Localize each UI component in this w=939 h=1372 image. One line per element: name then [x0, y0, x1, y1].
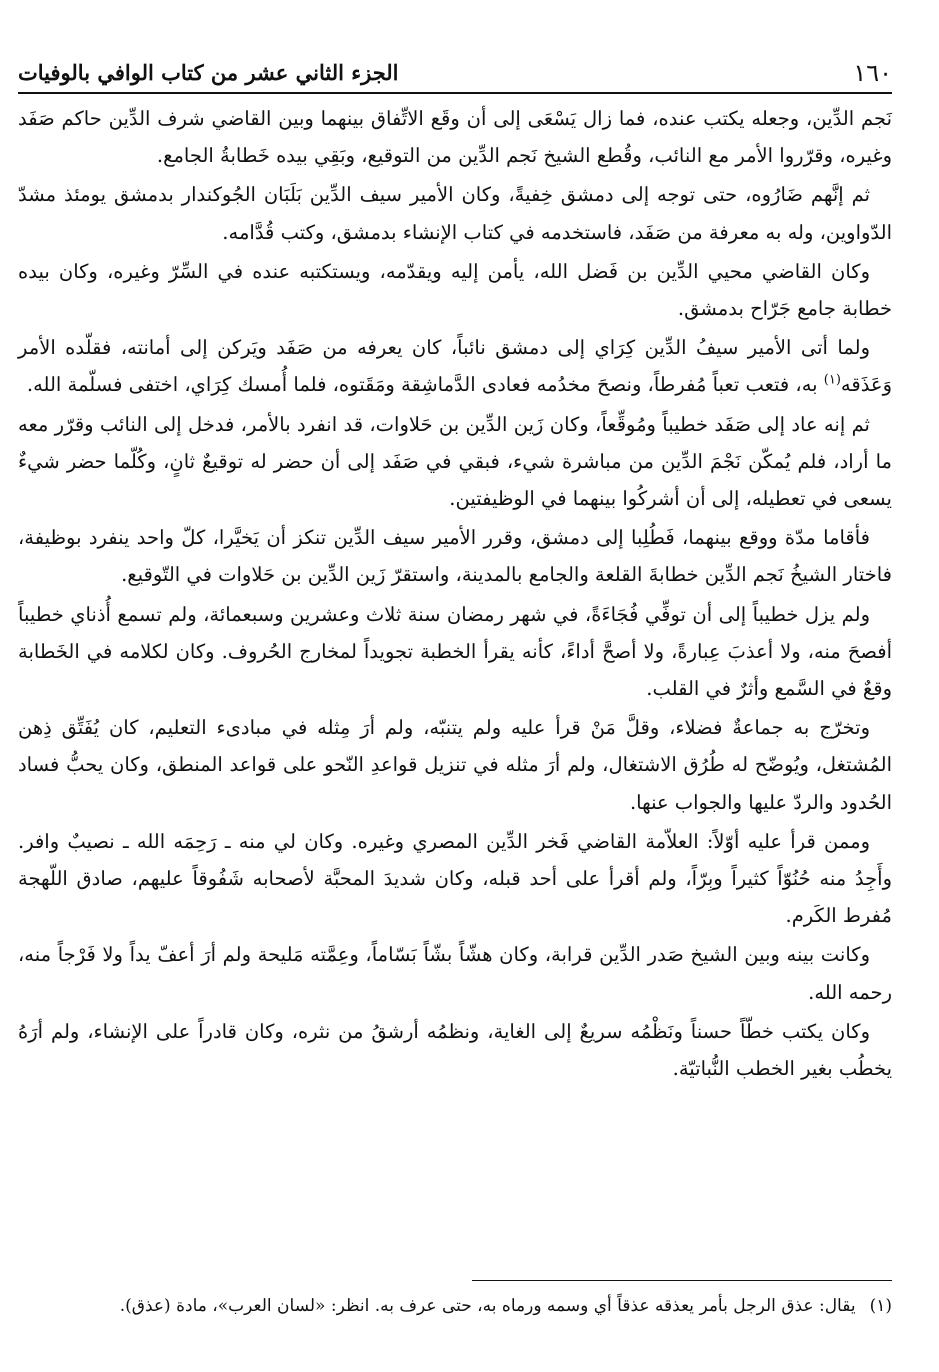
footnote-reference: (١): [823, 372, 841, 388]
page-header: [18, 38, 892, 94]
footnote: [18, 1292, 892, 1320]
paragraph: نَجم الدِّين، وجعله يكتب عنده، فما زال يَسْعَى إلى أن وقَع الاتِّفاق بينهما وبين القاضي شرف الدِّين حاكم صَفَد وغيره، وقرّروا الأمر مع النائب، وقُطع الشيخ نَجم الدِّين من التوقيع، وبَقِي بيده خَطابةُ الجامع.: [18, 107, 892, 168]
page-number: ١٦٠: [853, 59, 892, 87]
footnote-number: (١): [869, 1296, 892, 1316]
footnote-divider: [472, 1280, 892, 1281]
paragraph: وكان يكتب خطّاً حسناً ونَظْمُه سريعٌ إلى الغاية، ونظمُه أرشقُ من نثره، وكان قادراً على الإنشاء، ولم أرَهُ يخطُب بغير الخطب النُّباتيّة.: [18, 1019, 892, 1081]
paragraph: فأقاما مدّة ووقع بينهما، فَطُلِبا إلى دمشق، وقرر الأمير سيف الدِّين تنكز أن يَخيَّرا، كلّ واحد ينفرد بوظيفة، فاختار الشيخُ نَجم الدِّين خطابةَ القلعة والجامع بالمدينة، واستقرّ زَين الدِّين بن حَلاوات في التّوقيع.: [18, 526, 892, 587]
page-body: [18, 100, 892, 1087]
paragraph: وتخرّج به جماعةٌ فضلاء، وقلَّ مَنْ قرأ عليه ولم يتنبّه، ولم أرَ مِثله في مبادىء التعليم، كان يُفَتِّق ذِهن المُشتغل، ويُوضّح له طُرُق الاشتغال، ولم أرَ مثله في تنزيل قواعدِ النّحو على قواعد المنطق، وكان يحبُّ فساد الحُدود والردّ عليها والجواب عنها.: [18, 716, 892, 814]
paragraph: ولم يزل خطيباً إلى أن توفِّي فُجَاءَةً، في شهر رمضان سنة ثلاث وعشرين وسبعمائة، ولم تسمع أُذناي خطيباً أفصحَ منه، ولا أعذبَ عِبارةً، ولا أصحَّ أداءً، كأنه يقرأ الخطبة تجويداً لمخارج الحُروف. وكان لكلامه في الخَطابة وقعٌ في السَّمع وأثرٌ في القلب.: [18, 602, 892, 701]
paragraph: ولما أتى الأمير سيفُ الدِّين كِرَاي إلى دمشق نائباً، كان يعرفه من صَفَد ويَركن إلى أمانته، فقلّده الأمر وَعَذَقه$^{(١)}$ به، فتعب تعباً مُفرطاً، ونصحَ مخدُمه فعادى الدَّماشِقة ومَقَتوه، فلما أُمسك كِرَاي، اختفى فسلّمة الله.: [18, 336, 892, 397]
footnote-text: يقال: عذق الرجل بأمر يعذقه عذقاً أي وسمه ورماه به، حتى عرف به. انظر: «لسان العرب»، مادة (عذق).: [119, 1296, 856, 1316]
paragraph: وكان القاضي محيي الدِّين بن فَضل الله، يأمن إليه ويقدّمه، ويستكتبه عنده في السِّرّ وغيره، وكان بيده خطابة جامع جَرّاح بدمشق.: [18, 259, 892, 321]
paragraph: وممن قرأ عليه أوّلاً: العلاّمة القاضي فَخر الدِّين المصري وغيره. وكان لي منه ـ رَحِمَه الله ـ نصيبٌ وافر. وأَجِدُ منه حُنُوّاً كثيراً وبِرّاً، ولم أقرأ على أحد قبله، وكان شديدَ المحبَّة لأصحابه شَفُوقاً عليهم، صادق اللّهجة مُفرط الكَرم.: [18, 829, 892, 928]
paragraph: ثم إنَّهم ضَارُوه، حتى توجه إلى دمشق خِفيةً، وكان الأمير سيف الدِّين بَلَبَان الجُوكندار بدمشق يومئذ مشدّ الدّواوين، وله به معرفة من صَفَد، فاستخدمه في كتاب الإنشاء بدمشق، وكتب قُدَّامه.: [18, 183, 892, 244]
paragraph: ثم إنه عاد إلى صَفَد خطيباً ومُوقِّعاً، وكان زَين الدِّين بن حَلاوات، قد انفرد بالأمر، فدخل إلى النائب وقرّر معه ما أراد، فلم يُمكّن نَجْمَ الدِّين من مباشرة شيء، فبقي في صَفَد إلى أن حضر له توقيعٌ ثانٍ، وكُلّما حضر شيءٌ يسعى في تعطيله، إلى أن أشركُوا بينهما في الوظيفتين.: [18, 412, 892, 511]
paragraph: وكانت بينه وبين الشيخ صَدر الدِّين قرابة، وكان هشّاً بشّاً بَسّاماً، وعِمَّته مَليحة ولم أرَ أعفّ يداً ولا فَرْجاً منه، رحمه الله.: [18, 943, 892, 1004]
running-title: الجزء الثاني عشر من كتاب الوافي بالوفيات: [18, 60, 399, 85]
book-page: [18, 38, 892, 1328]
